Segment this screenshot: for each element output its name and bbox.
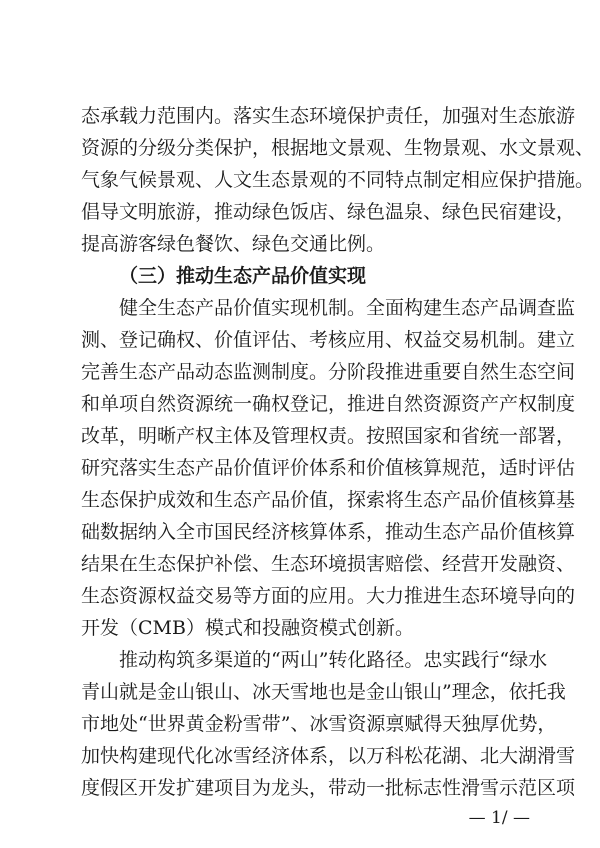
body-line: 气象气候景观、人文生态景观的不同特点制定相应保护措施。 xyxy=(81,169,595,191)
body-line: 生态保护成效和生态产品价值，探索将生态产品价值核算基 xyxy=(81,489,576,511)
body-line: 改革，明晰产权主体及管理权责。按照国家和省统一部署， xyxy=(81,425,576,447)
body-line: 资源的分级分类保护，根据地文景观、生物景观、水文景观、 xyxy=(81,137,595,159)
body-line: 市地处“世界黄金粉雪带”、冰雪资源禀赋得天独厚优势， xyxy=(81,713,557,735)
body-line: 青山就是金山银山、冰天雪地也是金山银山”理念，依托我 xyxy=(81,681,566,703)
body-line: 研究落实生态产品价值评价体系和价值核算规范，适时评估 xyxy=(81,457,576,479)
body-line: 础数据纳入全市国民经济核算体系，推动生态产品价值核算 xyxy=(81,521,576,543)
body-line: 倡导文明旅游，推动绿色饭店、绿色温泉、绿色民宿建设， xyxy=(81,201,576,223)
body-line: 测、登记确权、价值评估、考核应用、权益交易机制。建立 xyxy=(81,329,576,351)
body-line: 度假区开发扩建项目为龙头，带动一批标志性滑雪示范区项 xyxy=(81,777,576,799)
body-line: 加快构建现代化冰雪经济体系，以万科松花湖、北大湖滑雪 xyxy=(81,745,576,767)
body-line: 开发（CMB）模式和投融资模式创新。 xyxy=(81,617,414,639)
section-heading: （三）推动生态产品价值实现 xyxy=(119,265,367,287)
paragraph-first-line: 推动构筑多渠道的“两山”转化路径。忠实践行“绿水 xyxy=(119,649,548,671)
body-line: 结果在生态保护补偿、生态环境损害赔偿、经营开发融资、 xyxy=(81,553,576,575)
paragraph-first-line: 健全生态产品价值实现机制。全面构建生态产品调查监 xyxy=(119,297,576,319)
page-number: — 1/ — xyxy=(468,808,530,828)
body-line: 态承载力范围内。落实生态环境保护责任，加强对生态旅游 xyxy=(81,105,576,127)
body-line: 生态资源权益交易等方面的应用。大力推进生态环境导向的 xyxy=(81,585,576,607)
body-line: 提高游客绿色餐饮、绿色交通比例。 xyxy=(81,233,386,255)
body-line: 和单项自然资源统一确权登记，推进自然资源资产产权制度 xyxy=(81,393,576,415)
body-line: 完善生态产品动态监测制度。分阶段推进重要自然生态空间 xyxy=(81,361,576,383)
